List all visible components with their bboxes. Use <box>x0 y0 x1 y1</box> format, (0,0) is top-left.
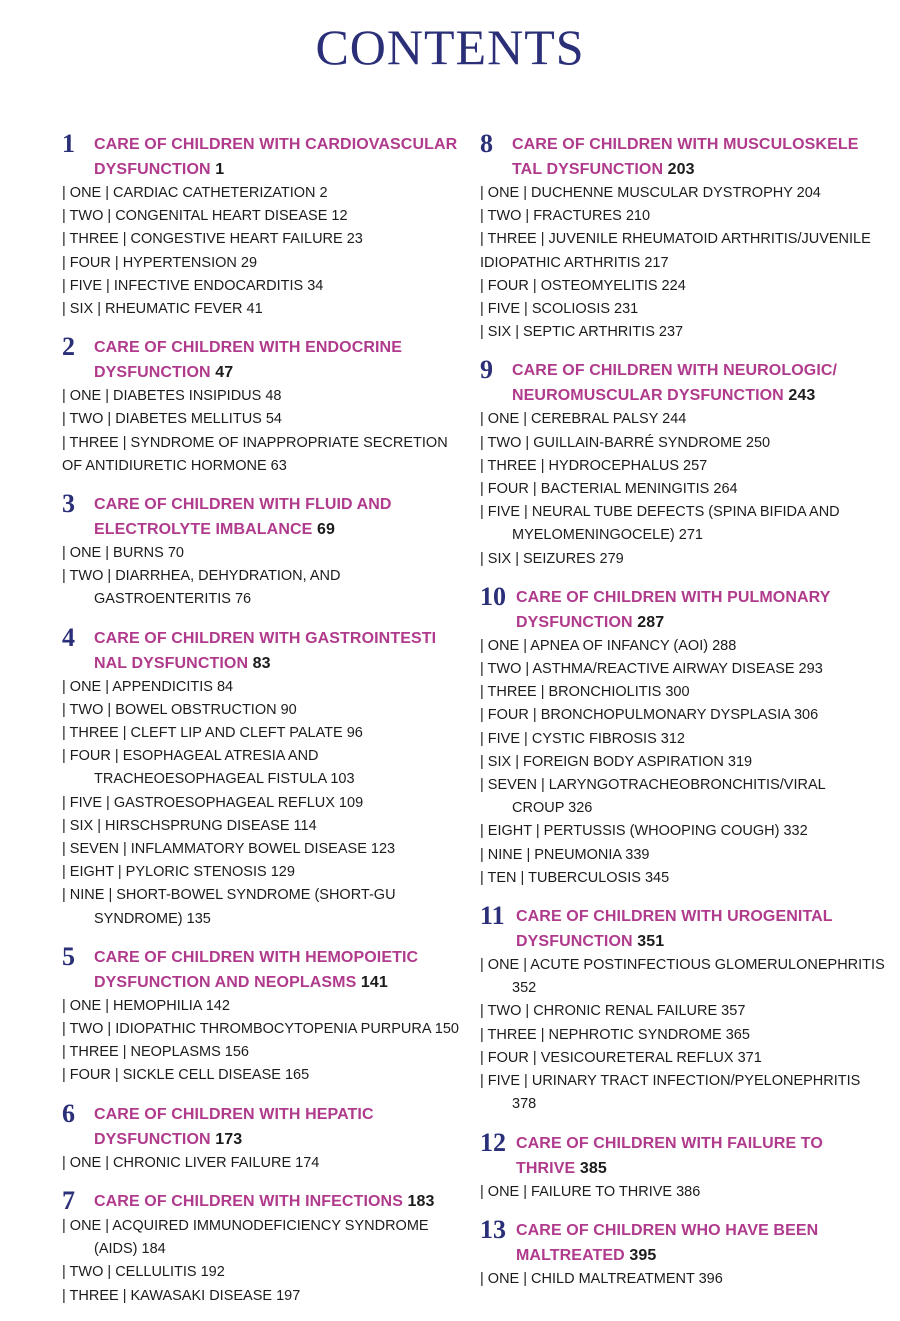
lesson-ordinal: | TWO | <box>480 661 533 678</box>
lesson-title: RHEUMATIC FEVER 41 <box>105 301 263 318</box>
lesson-item[interactable] <box>62 838 462 861</box>
lesson-ordinal: | ONE | <box>480 637 531 654</box>
lesson-item[interactable] <box>480 844 890 867</box>
lesson-title: CHILD MALTREATMENT 396 <box>531 1270 723 1287</box>
lesson-title: ACQUIRED IMMUNODEFICIENCY SYNDROME <box>112 1217 429 1234</box>
lesson-item[interactable] <box>62 699 462 722</box>
chapter-entry <box>62 624 462 931</box>
chapter-page-number: 69 <box>312 521 335 539</box>
lesson-title: DIARRHEA, DEHYDRATION, AND <box>115 568 341 585</box>
lesson-item[interactable] <box>480 867 890 890</box>
lesson-title: PYLORIC STENOSIS 129 <box>125 864 295 881</box>
lesson-item[interactable] <box>62 745 462 768</box>
chapter-number: 3 <box>62 489 75 519</box>
lesson-title: CHRONIC LIVER FAILURE 174 <box>113 1154 320 1171</box>
lesson-ordinal: | ONE | <box>480 957 531 974</box>
lesson-ordinal: | TWO | <box>62 1264 116 1281</box>
chapter-title <box>512 130 859 182</box>
lesson-ordinal: | FIVE | <box>62 794 114 811</box>
chapter-entry <box>480 356 890 570</box>
lesson-title: APNEA OF INFANCY (AOI) 288 <box>530 637 737 654</box>
lesson-item[interactable] <box>62 542 462 565</box>
lesson-ordinal: | SIX | <box>480 550 523 567</box>
lesson-ordinal: | EIGHT | <box>62 864 126 881</box>
lesson-title: IDIOPATHIC THROMBOCYTOPENIA PURPURA 150 <box>115 1021 459 1038</box>
chapter-entry <box>62 943 462 1088</box>
chapter-title-line: CARE OF CHILDREN WITH HEMOPOIETIC <box>94 948 419 966</box>
lesson-title: SEIZURES 279 <box>523 550 624 567</box>
lesson-ordinal: | FOUR | <box>62 1067 123 1084</box>
lesson-item[interactable] <box>480 1268 890 1291</box>
chapter-entry <box>480 130 890 344</box>
lesson-title: HYDROCEPHALUS 257 <box>548 457 708 474</box>
lesson-item[interactable] <box>480 1070 890 1093</box>
lesson-title: BRONCHOPULMONARY DYSPLASIA 306 <box>540 707 819 724</box>
lesson-item[interactable] <box>480 1000 890 1023</box>
lesson-ordinal: | ONE | <box>62 185 114 201</box>
chapter-entry <box>480 902 890 1116</box>
chapter-title <box>512 356 837 408</box>
lesson-title: CONGENITAL HEART DISEASE 12 <box>115 208 348 225</box>
lesson-item[interactable] <box>480 501 890 524</box>
lesson-title-continuation: IDIOPATHIC ARTHRITIS 217 <box>480 254 669 271</box>
chapter-page-number: 1 <box>210 161 225 178</box>
chapter-heading[interactable] <box>480 583 890 635</box>
lesson-item[interactable] <box>62 884 462 907</box>
lesson-ordinal: | FIVE | <box>480 504 532 521</box>
lesson-ordinal: | ONE | <box>62 678 113 695</box>
chapter-title-line: THRIVE <box>516 1159 576 1177</box>
lesson-title: CLEFT LIP AND CLEFT PALATE 96 <box>130 725 363 742</box>
lesson-ordinal: | ONE | <box>62 1217 113 1234</box>
chapter-title-line: ELECTROLYTE IMBALANCE <box>94 521 313 539</box>
lesson-title-continuation: OF ANTIDIURETIC HORMONE 63 <box>62 457 287 474</box>
lesson-title-continuation: 378 <box>512 1096 537 1113</box>
lesson-ordinal: | TWO | <box>480 434 534 451</box>
lesson-ordinal: | THREE | <box>480 231 549 248</box>
lesson-item[interactable] <box>62 1152 462 1175</box>
chapter-title-line: CARE OF CHILDREN WITH GASTROINTESTI <box>94 629 437 647</box>
chapter-title-line: CARE OF CHILDREN WITH UROGENITAL <box>516 908 833 926</box>
lesson-item[interactable] <box>62 1215 462 1238</box>
chapter-title-line: DYSFUNCTION <box>94 364 211 382</box>
lesson-item[interactable] <box>62 861 462 884</box>
lesson-title: NEPHROTIC SYNDROME 365 <box>548 1026 750 1043</box>
lesson-ordinal: | ONE | <box>480 185 532 201</box>
chapter-page-number: 351 <box>632 933 665 951</box>
chapter-title <box>94 1100 374 1152</box>
lesson-item[interactable] <box>62 792 462 815</box>
lesson-item[interactable] <box>62 722 462 745</box>
lesson-title: BRONCHIOLITIS 300 <box>548 684 690 701</box>
chapter-title <box>516 902 833 954</box>
chapter-page-number: 141 <box>356 973 388 991</box>
chapter-title-line: CARE OF CHILDREN WITH INFECTIONS <box>94 1192 403 1210</box>
chapter-heading[interactable] <box>62 1187 462 1215</box>
lesson-title: CEREBRAL PALSY 244 <box>531 411 687 428</box>
lesson-title-continuation: SYNDROME) 135 <box>94 910 211 927</box>
lesson-title: GUILLAIN-BARRÉ SYNDROME 250 <box>533 434 771 451</box>
lesson-ordinal: | ONE | <box>480 1270 532 1287</box>
lesson-item[interactable] <box>480 1181 890 1204</box>
lesson-title-continuation: MYELOMENINGOCELE) 271 <box>512 527 703 544</box>
chapter-heading[interactable] <box>62 943 462 995</box>
lesson-item[interactable] <box>62 1285 462 1308</box>
chapter-page-number: 183 <box>402 1192 435 1210</box>
lesson-item[interactable] <box>480 408 890 431</box>
lesson-item[interactable] <box>480 205 890 228</box>
lesson-item[interactable] <box>62 385 462 408</box>
lesson-item[interactable] <box>62 995 462 1018</box>
lesson-ordinal: | FOUR | <box>62 254 123 271</box>
lesson-item[interactable] <box>480 1047 890 1070</box>
chapter-entry <box>62 1187 462 1308</box>
chapter-title-line: DYSFUNCTION <box>94 161 211 178</box>
chapter-page-number: 203 <box>663 161 695 178</box>
chapter-heading[interactable] <box>480 902 890 954</box>
chapter-entry <box>480 1129 890 1204</box>
chapter-heading[interactable] <box>480 1129 890 1181</box>
chapter-number: 6 <box>62 1098 75 1128</box>
lesson-item[interactable] <box>480 681 890 704</box>
chapter-number: 13 <box>480 1214 506 1244</box>
lesson-ordinal: | FIVE | <box>480 730 532 747</box>
lesson-ordinal: | ONE | <box>62 1154 114 1171</box>
lesson-title: INFECTIVE ENDOCARDITIS 34 <box>113 277 324 294</box>
lesson-item[interactable] <box>480 321 890 344</box>
lesson-title-continuation: 352 <box>512 980 537 997</box>
chapter-title-line: CARE OF CHILDREN WHO HAVE BEEN <box>516 1221 819 1239</box>
lesson-item[interactable] <box>62 182 462 205</box>
chapter-title <box>94 1187 435 1214</box>
lesson-item[interactable] <box>480 774 890 797</box>
lesson-title: SHORT-BOWEL SYNDROME (SHORT-GU <box>116 887 396 904</box>
lesson-item[interactable] <box>480 820 890 843</box>
lesson-title: CHRONIC RENAL FAILURE 357 <box>533 1003 746 1020</box>
lesson-item[interactable] <box>480 635 890 658</box>
chapter-title-line: TAL DYSFUNCTION <box>512 161 664 178</box>
lesson-title: APPENDICITIS 84 <box>112 678 234 695</box>
lesson-title: FOREIGN BODY ASPIRATION 319 <box>523 753 753 770</box>
chapter-heading[interactable] <box>480 356 890 408</box>
lesson-ordinal: | FOUR | <box>480 707 541 724</box>
lesson-ordinal: | SIX | <box>62 301 105 318</box>
lesson-title: FRACTURES 210 <box>533 208 651 225</box>
lesson-item[interactable] <box>480 455 890 478</box>
lesson-ordinal: | TEN | <box>480 869 529 886</box>
chapter-title-line: MALTREATED <box>516 1246 625 1264</box>
lesson-ordinal: | FIVE | <box>480 1073 532 1090</box>
lesson-ordinal: | EIGHT | <box>480 823 544 840</box>
lesson-item[interactable] <box>62 275 462 298</box>
lesson-title: CARDIAC CATHETERIZATION 2 <box>113 185 328 201</box>
lesson-title: ESOPHAGEAL ATRESIA AND <box>122 748 319 765</box>
lesson-ordinal: | TWO | <box>480 1003 534 1020</box>
lesson-title: HIRSCHSPRUNG DISEASE 114 <box>105 817 317 834</box>
lesson-item[interactable] <box>62 205 462 228</box>
lesson-ordinal: | TWO | <box>62 411 116 428</box>
lesson-item[interactable] <box>62 676 462 699</box>
chapter-page-number: 83 <box>248 654 271 672</box>
lesson-item[interactable] <box>480 275 890 298</box>
lesson-item[interactable] <box>480 728 890 751</box>
chapter-heading[interactable] <box>480 1216 890 1268</box>
lesson-item[interactable] <box>480 298 890 321</box>
lesson-title: TUBERCULOSIS 345 <box>528 869 670 886</box>
lesson-title: PNEUMONIA 339 <box>534 846 650 863</box>
chapter-entry <box>480 583 890 890</box>
lesson-ordinal: | SIX | <box>62 817 105 834</box>
lesson-title: CONGESTIVE HEART FAILURE 23 <box>130 231 363 248</box>
chapter-title-line: CARE OF CHILDREN WITH PULMONARY <box>516 588 831 606</box>
chapter-entry <box>62 1100 462 1175</box>
lesson-item[interactable] <box>480 1024 890 1047</box>
lesson-title: SYNDROME OF INAPPROPRIATE SECRETION <box>130 434 448 451</box>
chapter-title <box>94 333 402 385</box>
lesson-ordinal: | ONE | <box>62 388 114 405</box>
chapter-entry <box>62 130 462 321</box>
lesson-title-continuation: TRACHEOESOPHAGEAL FISTULA 103 <box>94 771 355 788</box>
chapter-heading[interactable] <box>62 624 462 676</box>
lesson-title: HEMOPHILIA 142 <box>113 997 230 1014</box>
lesson-item[interactable] <box>62 1261 462 1284</box>
lesson-ordinal: | FOUR | <box>480 277 541 294</box>
lesson-title: DIABETES MELLITUS 54 <box>115 411 282 428</box>
chapter-title-line: DYSFUNCTION <box>94 1130 211 1148</box>
lesson-ordinal: | THREE | <box>480 1026 549 1043</box>
lesson-ordinal: | FOUR | <box>480 481 541 498</box>
chapter-number: 2 <box>62 332 75 362</box>
lesson-item[interactable] <box>480 432 890 455</box>
lesson-ordinal: | THREE | <box>62 1287 131 1304</box>
lesson-title-continuation: GASTROENTERITIS 76 <box>94 591 252 608</box>
lesson-item[interactable] <box>62 1018 462 1041</box>
lesson-title: BACTERIAL MENINGITIS 264 <box>540 481 738 498</box>
lesson-title: GASTROESOPHAGEAL REFLUX 109 <box>113 794 364 811</box>
lesson-title: FAILURE TO THRIVE 386 <box>531 1183 701 1200</box>
lesson-ordinal: | ONE | <box>62 997 114 1014</box>
chapter-title-line: NEUROMUSCULAR DYSFUNCTION <box>512 387 784 405</box>
chapter-number: 4 <box>62 622 75 652</box>
lesson-item[interactable] <box>480 954 890 977</box>
lesson-ordinal: | THREE | <box>62 1044 131 1061</box>
lesson-ordinal: | ONE | <box>480 1183 532 1200</box>
lesson-ordinal: | THREE | <box>480 457 549 474</box>
lesson-title: CYSTIC FIBROSIS 312 <box>531 730 685 747</box>
lesson-ordinal: | TWO | <box>62 1021 116 1038</box>
chapter-title-line: DYSFUNCTION AND NEOPLASMS <box>94 973 357 991</box>
chapter-page-number: 385 <box>575 1159 607 1177</box>
lesson-title: CELLULITIS 192 <box>115 1264 225 1281</box>
lesson-item[interactable] <box>62 228 462 251</box>
chapter-title-line: CARE OF CHILDREN WITH FLUID AND <box>94 496 392 514</box>
lesson-title: ACUTE POSTINFECTIOUS GLOMERULONEPHRITIS <box>530 957 885 974</box>
chapter-page-number: 47 <box>210 364 234 382</box>
chapter-page-number: 287 <box>632 613 665 631</box>
lesson-title: DUCHENNE MUSCULAR DYSTROPHY 204 <box>531 185 821 201</box>
chapter-title-line: DYSFUNCTION <box>516 613 633 631</box>
chapter-title-line: CARE OF CHILDREN WITH CARDIOVASCULAR <box>94 136 458 153</box>
lesson-ordinal: | TWO | <box>62 701 116 718</box>
chapter-title-line: CARE OF CHILDREN WITH NEUROLOGIC/ <box>512 362 838 380</box>
lesson-ordinal: | THREE | <box>62 231 131 248</box>
chapter-title <box>94 624 436 676</box>
lesson-ordinal: | NINE | <box>62 887 117 904</box>
lesson-item[interactable] <box>62 815 462 838</box>
lesson-title: OSTEOMYELITIS 224 <box>540 277 686 294</box>
chapter-heading[interactable] <box>480 130 890 182</box>
chapter-number: 12 <box>480 1127 506 1157</box>
chapter-number: 7 <box>62 1185 75 1215</box>
lesson-ordinal: | SEVEN | <box>480 777 549 794</box>
lesson-ordinal: | THREE | <box>480 684 549 701</box>
chapter-title <box>516 583 831 635</box>
lesson-title: INFLAMMATORY BOWEL DISEASE 123 <box>130 841 396 858</box>
lesson-title-continuation: (AIDS) 184 <box>94 1241 166 1258</box>
chapter-title-line: CARE OF CHILDREN WITH HEPATIC <box>94 1105 374 1123</box>
page-title: CONTENTS <box>315 19 585 75</box>
lesson-title: JUVENILE RHEUMATOID ARTHRITIS/JUVENILE <box>548 231 871 248</box>
lesson-ordinal: | TWO | <box>62 208 116 225</box>
lesson-title: PERTUSSIS (WHOOPING COUGH) 332 <box>543 823 808 840</box>
chapter-heading[interactable] <box>62 490 462 542</box>
chapter-number: 1 <box>62 129 75 158</box>
chapter-entry <box>62 490 462 612</box>
lesson-ordinal: | FIVE | <box>62 277 114 294</box>
lesson-title: BURNS 70 <box>113 545 184 562</box>
lesson-item[interactable] <box>62 1041 462 1064</box>
chapter-number: 5 <box>62 941 75 971</box>
lesson-title: LARYNGOTRACHEOBRONCHITIS/VIRAL <box>548 777 826 794</box>
lesson-title: SICKLE CELL DISEASE 165 <box>122 1067 310 1084</box>
lesson-ordinal: | ONE | <box>480 411 532 428</box>
contents-column-right <box>480 130 890 1303</box>
lesson-ordinal: | THREE | <box>62 725 131 742</box>
lesson-item[interactable] <box>480 704 890 727</box>
lesson-ordinal: | THREE | <box>62 434 131 451</box>
lesson-ordinal: | NINE | <box>480 846 535 863</box>
chapter-title <box>516 1129 823 1181</box>
chapter-number: 10 <box>480 581 506 611</box>
lesson-item[interactable] <box>62 252 462 275</box>
lesson-ordinal: | FOUR | <box>62 748 123 765</box>
chapter-entry <box>62 333 462 478</box>
chapter-title <box>94 490 392 542</box>
chapter-number: 9 <box>480 355 493 385</box>
lesson-ordinal: | ONE | <box>62 545 114 562</box>
chapter-heading[interactable] <box>62 1100 462 1152</box>
lesson-title: URINARY TRACT INFECTION/PYELONEPHRITIS <box>531 1073 861 1090</box>
lesson-title: HYPERTENSION 29 <box>122 254 258 271</box>
lesson-ordinal: | FIVE | <box>480 301 532 318</box>
lesson-title: VESICOURETERAL REFLUX 371 <box>540 1049 762 1066</box>
lesson-item[interactable] <box>62 1064 462 1087</box>
lesson-ordinal: | FOUR | <box>480 1049 541 1066</box>
chapter-title <box>516 1216 818 1268</box>
lesson-ordinal: | SEVEN | <box>62 841 131 858</box>
lesson-title-continuation: CROUP 326 <box>512 800 593 817</box>
lesson-title: BOWEL OBSTRUCTION 90 <box>115 701 297 718</box>
chapter-number: 8 <box>480 129 493 158</box>
lesson-item[interactable] <box>480 182 890 205</box>
lesson-item[interactable] <box>480 228 890 251</box>
lesson-item[interactable] <box>480 658 890 681</box>
chapter-title-line: CARE OF CHILDREN WITH MUSCULOSKELE <box>512 136 859 153</box>
lesson-ordinal: | TWO | <box>62 568 116 585</box>
lesson-title: SEPTIC ARTHRITIS 237 <box>523 324 684 341</box>
chapter-title-line: DYSFUNCTION <box>516 933 633 951</box>
lesson-title: NEURAL TUBE DEFECTS (SPINA BIFIDA AND <box>531 504 840 521</box>
lesson-item[interactable] <box>62 298 462 321</box>
lesson-title: NEOPLASMS 156 <box>130 1044 249 1061</box>
chapter-page-number: 395 <box>624 1246 657 1264</box>
lesson-ordinal: | SIX | <box>480 753 523 770</box>
chapter-number: 11 <box>480 901 505 931</box>
lesson-item[interactable] <box>480 478 890 501</box>
chapter-page-number: 243 <box>783 387 816 405</box>
contents-column-left <box>62 130 462 1320</box>
chapter-page-number: 173 <box>210 1130 243 1148</box>
lesson-ordinal: | TWO | <box>480 208 534 225</box>
lesson-item[interactable] <box>480 548 890 571</box>
lesson-item[interactable] <box>480 751 890 774</box>
chapter-heading[interactable] <box>62 333 462 385</box>
lesson-title: KAWASAKI DISEASE 197 <box>130 1287 301 1304</box>
chapter-title-line: CARE OF CHILDREN WITH ENDOCRINE <box>94 339 402 357</box>
lesson-title: SCOLIOSIS 231 <box>531 301 639 318</box>
chapter-title <box>94 130 457 182</box>
lesson-item[interactable] <box>62 408 462 431</box>
lesson-title: ASTHMA/REACTIVE AIRWAY DISEASE 293 <box>532 661 823 678</box>
chapter-heading[interactable] <box>62 130 462 182</box>
lesson-item[interactable] <box>62 565 462 588</box>
lesson-title: DIABETES INSIPIDUS 48 <box>113 388 282 405</box>
chapter-title <box>94 943 418 995</box>
chapter-title-line: NAL DYSFUNCTION <box>94 654 249 672</box>
lesson-item[interactable] <box>62 432 462 455</box>
chapter-entry <box>480 1216 890 1291</box>
lesson-ordinal: | SIX | <box>480 324 523 341</box>
chapter-title-line: CARE OF CHILDREN WITH FAILURE TO <box>516 1134 823 1152</box>
